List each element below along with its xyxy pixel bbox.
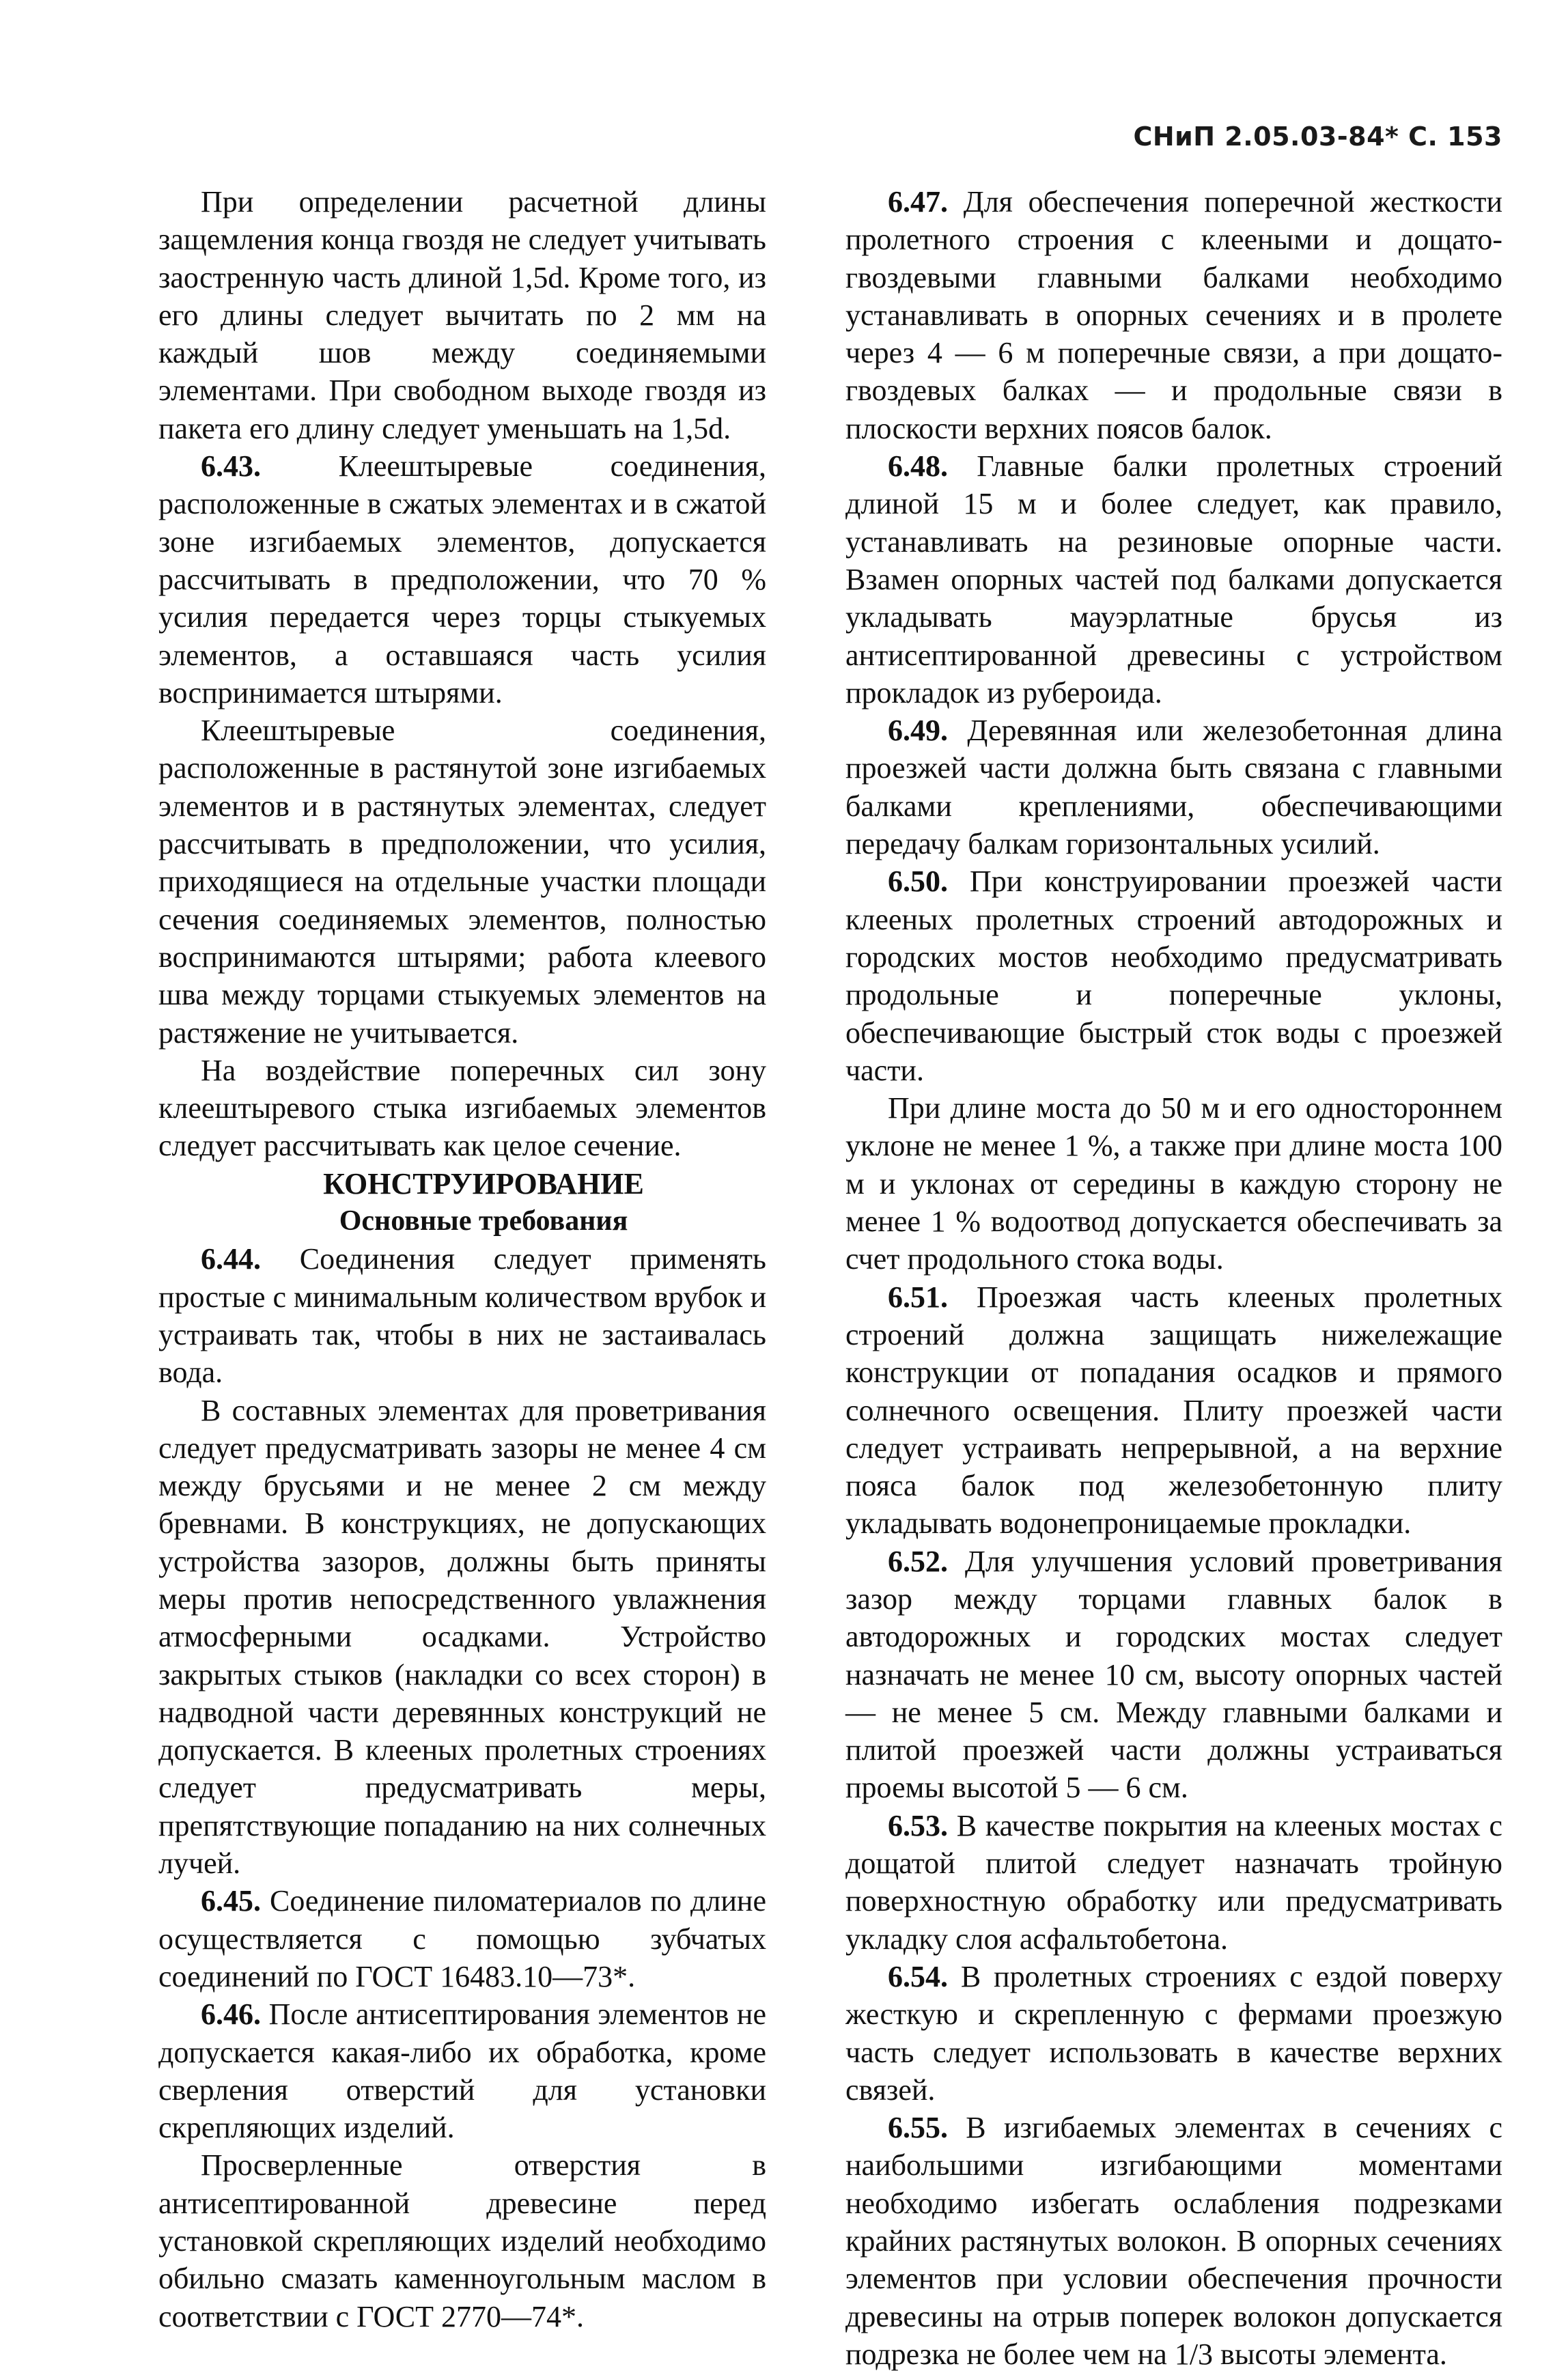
clause-6-43 (158, 447, 766, 712)
clause-6-53 (845, 1807, 1502, 1958)
clause-number: 6.51. (888, 1280, 948, 1314)
clause-number: 6.46. (201, 1997, 261, 2032)
clause-text: Главные балки пролетных строений длиной 15 м и более следует, как правило, устанавливать на резиновые опорные части. Взамен опорных частей под балками допускается укладывать мауэрлатные брусья из антисептированной древесины с устройством прокладок из рубероида. (845, 449, 1502, 710)
clause-number: 6.44. (201, 1242, 261, 1276)
clause-number: 6.45. (201, 1884, 261, 1918)
clause-number: 6.47. (888, 185, 948, 219)
running-head: СНиП 2.05.03-84* С. 153 (1133, 122, 1502, 152)
clause-6-54 (845, 1958, 1502, 2109)
clause-6-47 (845, 183, 1502, 447)
clause-text: В изгибаемых элементах в сечениях с наибольшими изгибающими моментами необходимо избегать ослабления подрезками крайних растянутых волокон. В опорных сечениях элементов при условии обеспечения прочности древесины на отрыв поперек волокон допускается подрезка не более чем на 1/3 высоты элемента. (845, 2111, 1502, 2371)
clause-text: Соединение пиломатериалов по длине осуществляется с помощью зубчатых соединений по ГОСТ 16483.10—73*. (158, 1884, 766, 1993)
clause-6-44 (158, 1240, 766, 1391)
paragraph-shear-forces: На воздействие поперечных сил зону клеештыревого стыка изгибаемых элементов следует рассчитывать как целое сечение. (158, 1053, 766, 1163)
paragraph-nail-length: При определении расчетной длины защемления конца гвоздя не следует учитывать заостренную часть длиной 1,5d. Кроме того, из его длины следует вычитать по 2 мм на каждый шов между соединяемыми элементами. При свободном выходе гвоздя из пакета его длину следует уменьшать на 1,5d. (158, 185, 766, 445)
paragraph-tension-zone: Клеештыревые соединения, расположенные в растянутой зоне изгибаемых элементов и в растянутых элементах, следует рассчитывать в предположении, что усилия, приходящиеся на отдельные участки площади сечения соединяемых элементов, полностью воспринимаются штырями; работа клеевого шва между торцами стыкуемых элементов на растяжение не учитывается. (158, 714, 766, 1050)
clause-6-45 (158, 1882, 766, 1995)
clause-number: 6.54. (888, 1959, 948, 1993)
clause-text: В пролетных строениях с ездой поверху жесткую и скрепленную с фермами проезжую часть следует использовать в качестве верхних связей. (845, 1959, 1502, 2107)
clause-number: 6.43. (201, 449, 261, 483)
clause-text: Деревянная или железобетонная длина проезжей части должна быть связана с главными балками креплениями, обеспечивающими передачу балкам горизонтальных усилий. (845, 714, 1502, 861)
clause-6-49 (845, 712, 1502, 862)
clause-text: Проезжая часть клееных пролетных строений должна защищать нижележащие конструкции от попадания осадков и прямого солнечного освещения. Плиту проезжей части следует устраивать непрерывной, а на верхние пояса балок под железобетонную плиту укладывать водонепроницаемые прокладки. (845, 1280, 1502, 1541)
clause-6-46 (158, 1995, 766, 2146)
right-column (845, 183, 1502, 2373)
section-heading: КОНСТРУИРОВАНИЕ (323, 1166, 644, 1200)
clause-6-50 (845, 862, 1502, 1089)
paragraph-ventilation-gaps: В составных элементах для проветривания следует предусматривать зазоры не менее 4 см между брусьями и не менее 2 см между бревнами. В конструкциях, не допускающих устройства зазоров, должны быть приняты меры против непосредственного увлажнения атмосферными осадками. Устройство закрытых стыков (накладки со всех сторон) в надводной части деревянных конструкций не допускается. В клееных пролетных строениях следует предусматривать меры, препятствующие попаданию на них солнечных лучей. (158, 1393, 766, 1881)
clause-6-48 (845, 447, 1502, 712)
clause-number: 6.53. (888, 1808, 948, 1842)
clause-6-52 (845, 1543, 1502, 1807)
clause-6-51 (845, 1278, 1502, 1543)
clause-number: 6.49. (888, 714, 948, 748)
clause-text: Для обеспечения поперечной жесткости пролетного строения с клееными и дощато-гвоздевыми главными балками необходимо устанавливать в опорных сечениях и в пролете через 4 — 6 м поперечные связи, а при дощато-гвоздевых балках — и продольные связи в плоскости верхних поясов балок. (845, 185, 1502, 445)
paragraph-drilled-holes: Просверленные отверстия в антисептированной древесине перед установкой скрепляющих изделий необходимо обильно смазать каменноугольным маслом в соответствии с ГОСТ 2770—74*. (158, 2148, 766, 2333)
clause-text: В качестве покрытия на клееных мостах с дощатой плитой следует назначать тройную поверхностную обработку или предусматривать укладку слоя асфальтобетона. (845, 1808, 1502, 1956)
clause-text: Для улучшения условий проветривания зазор между торцами главных балок в автодорожных и городских мостах следует назначать не менее 10 см, высоту опорных частей — не менее 5 см. Между главными балками и плитой проезжей части должны устраиваться проемы высотой 5 — 6 см. (845, 1544, 1502, 1805)
left-column (158, 183, 766, 2335)
clause-number: 6.52. (888, 1544, 948, 1578)
clause-text: Клеештыревые соединения, расположенные в сжатых элементах и в сжатой зоне изгибаемых элементов, допускается рассчитывать в предположении, что 70 % усилия передается через торцы стыкуемых элементов, а оставшаяся часть усилия воспринимается штырями. (158, 449, 766, 710)
clause-number: 6.55. (888, 2111, 948, 2145)
paragraph-drainage: При длине моста до 50 м и его одностороннем уклоне не менее 1 %, а также при длине моста 100 м и уклонах от середины в каждую сторону не менее 1 % водоотвод допускается обеспечивать за счет продольного стока воды. (845, 1091, 1502, 1276)
subsection-heading: Основные требования (339, 1205, 628, 1237)
clause-6-55 (845, 2109, 1502, 2373)
clause-text: При конструировании проезжей части клееных пролетных строений автодорожных и городских мостов необходимо предусматривать продольные и поперечные уклоны, обеспечивающие быстрый сток воды с проезжей части. (845, 865, 1502, 1087)
clause-number: 6.48. (888, 449, 948, 483)
clause-text: Соединения следует применять простые с минимальным количеством врубок и устраивать так, чтобы в них не застаивалась вода. (158, 1242, 766, 1390)
clause-number: 6.50. (888, 865, 948, 899)
clause-text: После антисептирования элементов не допускается какая-либо их обработка, кроме сверления отверстий для установки скрепляющих изделий. (158, 1997, 766, 2145)
